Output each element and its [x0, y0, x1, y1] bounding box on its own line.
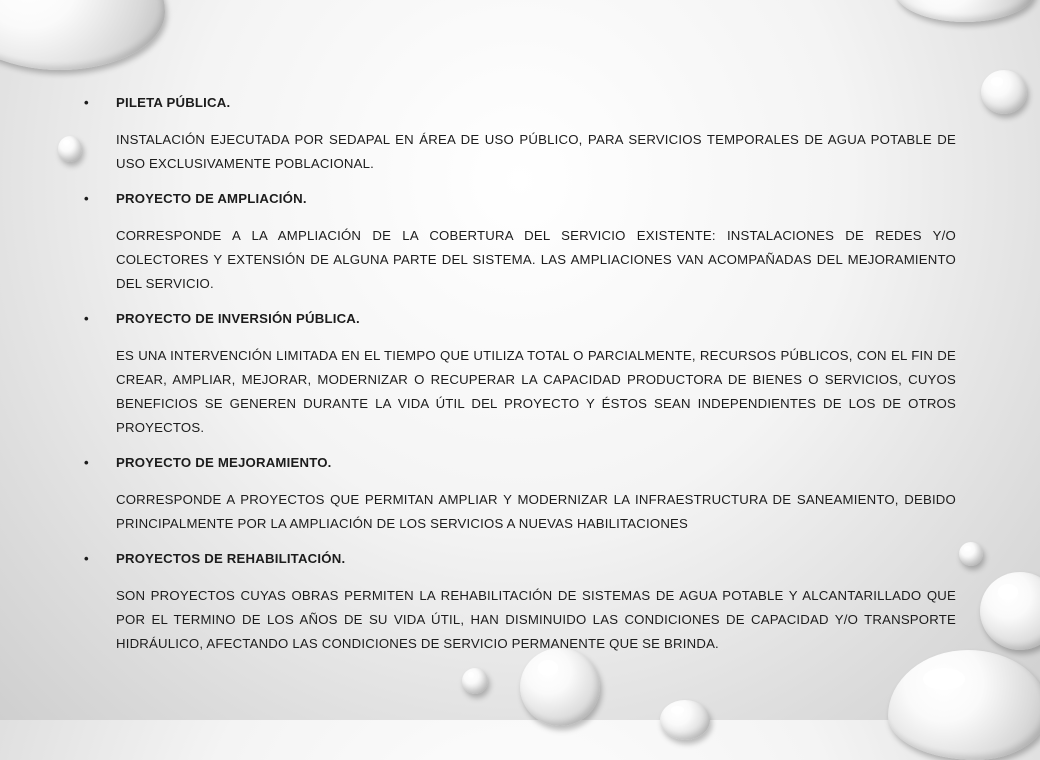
water-drop-decoration	[981, 70, 1027, 114]
bullet-icon: •	[84, 455, 89, 470]
item-description: INSTALACIÓN EJECUTADA POR SEDAPAL EN ÁREA DE USO PÚBLICO, PARA SERVICIOS TEMPORALES DE AGUA POTABLE DE USO EXCLUSIVAMENTE POBLACIONAL.	[116, 132, 956, 171]
item-heading	[84, 549, 956, 569]
item-title: PROYECTO DE MEJORAMIENTO.	[116, 455, 332, 470]
item-description: SON PROYECTOS CUYAS OBRAS PERMITEN LA REHABILITACIÓN DE SISTEMAS DE AGUA POTABLE Y ALCANTARILLADO QUE POR EL TERMINO DE LOS AÑOS DE SU VIDA ÚTIL, HAN DISMINUIDO LAS CONDICIONES DE CAPACIDAD Y/O TRANSPORTE HIDRÁULICO, AFECTANDO LAS CONDICIONES DE SERVICIO PERMANENTE QUE SE BRINDA.	[116, 588, 956, 651]
water-drop-decoration	[58, 136, 82, 162]
list-item	[84, 189, 956, 296]
list-item	[84, 93, 956, 176]
list-item	[84, 453, 956, 536]
water-drop-decoration	[660, 700, 710, 740]
item-heading	[84, 93, 956, 113]
bullet-icon: •	[84, 95, 89, 110]
item-heading	[84, 453, 956, 473]
item-description: CORRESPONDE A LA AMPLIACIÓN DE LA COBERTURA DEL SERVICIO EXISTENTE: INSTALACIONES DE REDES Y/O COLECTORES Y EXTENSIÓN DE ALGUNA PARTE DEL SISTEMA. LAS AMPLIACIONES VAN ACOMPAÑADAS DEL MEJORAMIENTO DEL SERVICIO.	[116, 228, 956, 291]
item-description: ES UNA INTERVENCIÓN LIMITADA EN EL TIEMPO QUE UTILIZA TOTAL O PARCIALMENTE, RECURSOS PÚBLICOS, CON EL FIN DE CREAR, AMPLIAR, MEJORAR, MODERNIZAR O RECUPERAR LA CAPACIDAD PRODUCTORA DE BIENES O SERVICIOS, CUYOS BENEFICIOS SE GENEREN DURANTE LA VIDA ÚTIL DEL PROYECTO Y ÉSTOS SEAN INDEPENDIENTES DE LOS DE OTROS PROYECTOS.	[116, 348, 956, 435]
water-drop-decoration	[462, 668, 488, 694]
list-item	[84, 309, 956, 440]
water-drop-decoration	[959, 542, 983, 566]
item-heading	[84, 309, 956, 329]
definitions-list	[84, 93, 956, 669]
water-drop-decoration	[895, 0, 1035, 22]
item-title: PROYECTOS DE REHABILITACIÓN.	[116, 551, 346, 566]
bullet-icon: •	[84, 551, 89, 566]
item-title: PROYECTO DE INVERSIÓN PÚBLICA.	[116, 311, 360, 326]
list-item	[84, 549, 956, 656]
item-description: CORRESPONDE A PROYECTOS QUE PERMITAN AMPLIAR Y MODERNIZAR LA INFRAESTRUCTURA DE SANEAMIENTO, DEBIDO PRINCIPALMENTE POR LA AMPLIACIÓN DE LOS SERVICIOS A NUEVAS HABILITACIONES	[116, 492, 956, 531]
item-heading	[84, 189, 956, 209]
water-drop-decoration	[980, 572, 1040, 650]
water-drop-decoration	[0, 0, 165, 70]
item-title: PILETA PÚBLICA.	[116, 95, 231, 110]
bullet-icon: •	[84, 191, 89, 206]
bullet-icon: •	[84, 311, 89, 326]
item-title: PROYECTO DE AMPLIACIÓN.	[116, 191, 307, 206]
